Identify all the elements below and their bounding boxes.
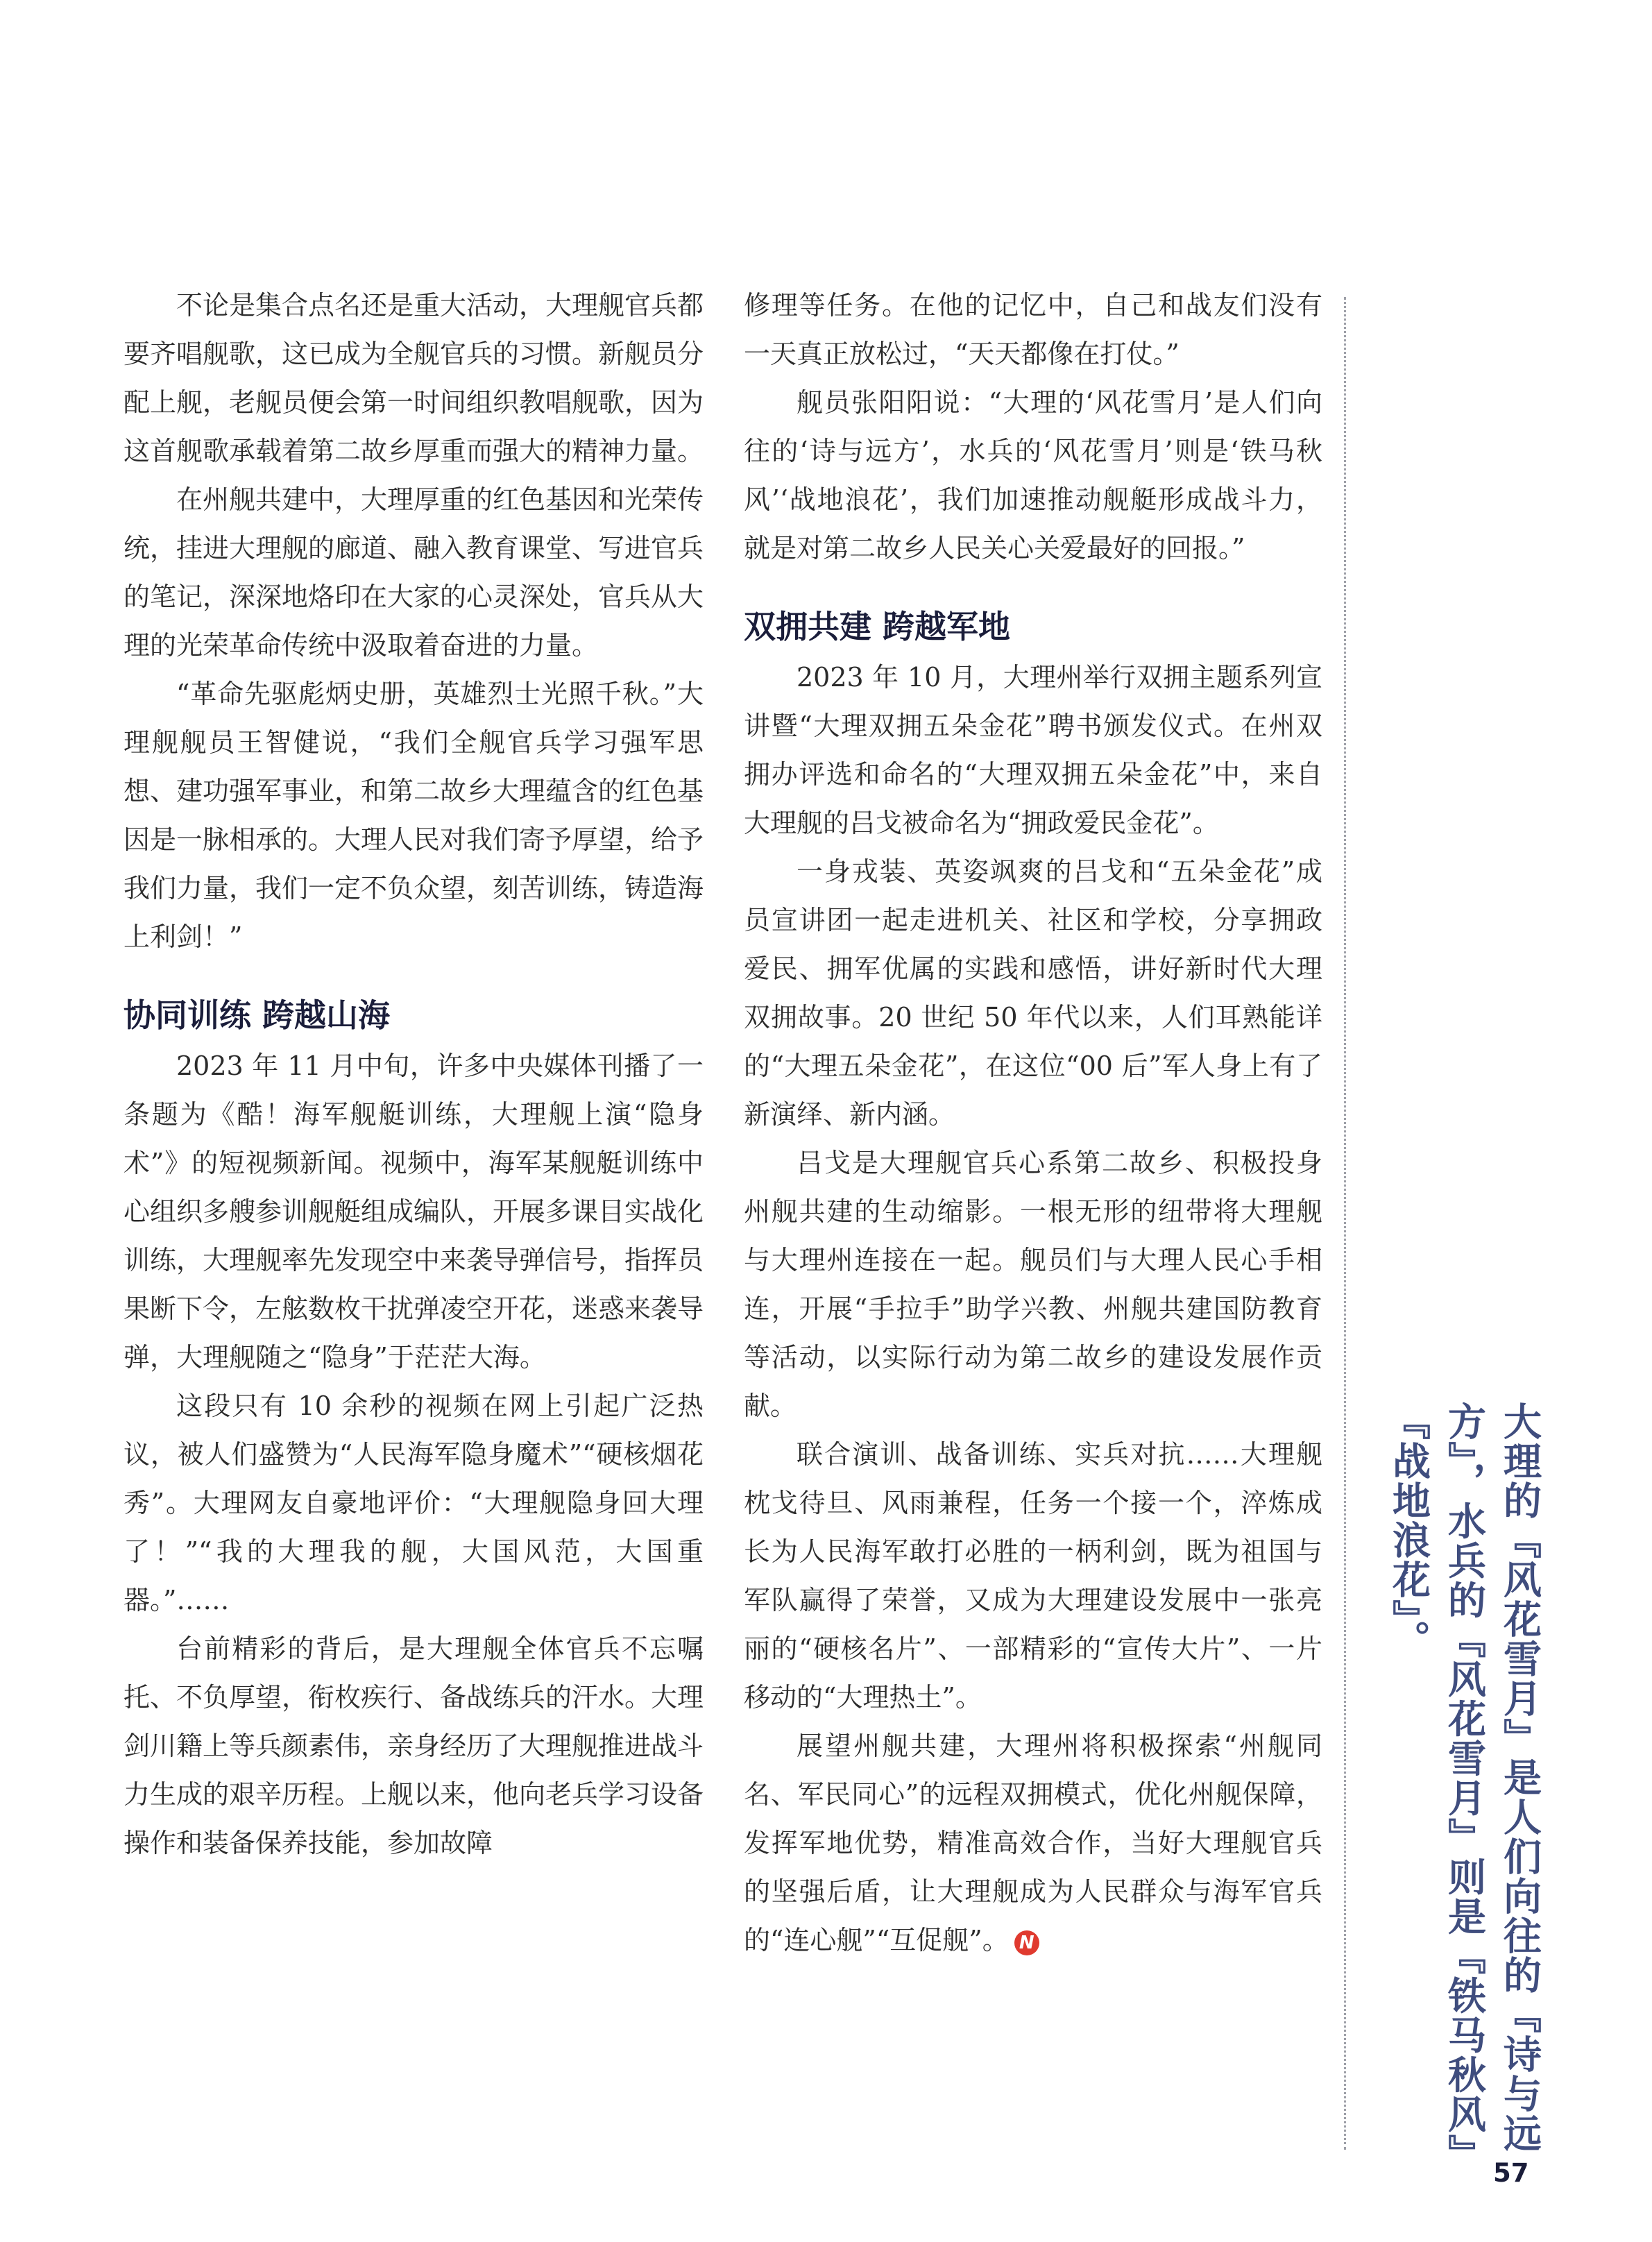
- end-mark-icon: N: [1014, 1930, 1039, 1955]
- left-text-column: [124, 281, 704, 1867]
- middle-text-column: [744, 281, 1322, 1964]
- paragraph: 在州舰共建中，大理厚重的红色基因和光荣传统，挂进大理舰的廊道、融入教育课堂、写进官兵的笔记，深深地烙印在大家的心灵深处，官兵从大理的光荣革命传统中汲取着奋进的力量。: [124, 484, 704, 661]
- paragraph: 联合演训、战备训练、实兵对抗……大理舰枕戈待旦、风雨兼程，任务一个接一个，淬炼成长为人民海军敢打必胜的一柄利剑，既为祖国与军队赢得了荣誉，又成为大理建设发展中一张亮丽的“硬核名片”、一部精彩的“宣传大片”、一片移动的“大理热土”。: [744, 1439, 1322, 1713]
- paragraph: 吕戈是大理舰官兵心系第二故乡、积极投身州舰共建的生动缩影。一根无形的纽带将大理舰与大理州连接在一起。舰员们与大理人民心手相连，开展“手拉手”助学兴教、州舰共建国防教育等活动，以实际行动为第二故乡的建设发展作贡献。: [744, 1148, 1322, 1421]
- paragraph: 一身戎装、英姿飒爽的吕戈和“五朵金花”成员宣讲团一起走进机关、社区和学校，分享拥政爱民、拥军优属的实践和感悟，讲好新时代大理双拥故事。20 世纪 50 年代以来，人们耳熟能详的“大理五朵金花”，在这位“00 后”军人身上有了新演绎、新内涵。: [744, 856, 1322, 1130]
- paragraph: “革命先驱彪炳史册，英雄烈士光照千秋。”大理舰舰员王智健说，“我们全舰官兵学习强军思想、建功强军事业，和第二故乡大理蕴含的红色基因是一脉相承的。大理人民对我们寄予厚望，给予我们力量，我们一定不负众望，刻苦训练，铸造海上利剑！”: [124, 679, 704, 952]
- paragraph: 不论是集合点名还是重大活动，大理舰官兵都要齐唱舰歌，这已成为全舰官兵的习惯。新舰员分配上舰，老舰员便会第一时间组织教唱舰歌，因为这首舰歌承载着第二故乡厚重而强大的精神力量。: [124, 290, 704, 466]
- dotted-column-divider: [1344, 297, 1346, 2150]
- paragraph: 这段只有 10 余秒的视频在网上引起广泛热议，被人们盛赞为“人民海军隐身魔术”“硬核烟花秀”。大理网友自豪地评价：“大理舰隐身回大理了！”“我的大理我的舰，大国风范，大国重器。”……: [124, 1391, 704, 1615]
- paragraph: 2023 年 11 月中旬，许多中央媒体刊播了一条题为《酷！海军舰艇训练，大理舰上演“隐身术”》的短视频新闻。视频中，海军某舰艇训练中心组织多艘参训舰艇组成编队，开展多课目实战化训练，大理舰率先发现空中来袭导弹信号，指挥员果断下令，左舷数枚干扰弹凌空开花，迷惑来袭导弹，大理舰随之“隐身”于茫茫大海。: [124, 1051, 704, 1373]
- section-heading: 协同训练 跨越山海: [124, 996, 391, 1034]
- paragraph-continuation: 修理等任务。在他的记忆中，自己和战友们没有一天真正放松过，“天天都像在打仗。”: [744, 290, 1322, 369]
- pull-quote: 大理的『风花雪月』是人们向往的『诗与远方』，水兵的『风花雪月』则是『铁马秋风』『战地浪花』。: [1386, 1402, 1542, 2155]
- section-heading: 双拥共建 跨越军地: [744, 608, 1011, 645]
- paragraph: 舰员张阳阳说：“大理的‘风花雪月’是人们向往的‘诗与远方’，水兵的‘风花雪月’则是‘铁马秋风’‘战地浪花’，我们加速推动舰艇形成战斗力，就是对第二故乡人民关心关爱最好的回报。”: [744, 387, 1322, 563]
- paragraph-text: 展望州舰共建，大理州将积极探索“州舰同名、军民同心”的远程双拥模式，优化州舰保障，发挥军地优势，精准高效合作，当好大理舰官兵的坚强后盾，让大理舰成为人民群众与海军官兵的“连心舰”“互促舰”。: [744, 1731, 1322, 1955]
- page-number: 57: [1493, 2158, 1529, 2188]
- paragraph: [744, 1722, 1322, 1964]
- paragraph: 台前精彩的背后，是大理舰全体官兵不忘嘱托、不负厚望，衔枚疾行、备战练兵的汗水。大理剑川籍上等兵颜素伟，亲身经历了大理舰推进战斗力生成的艰辛历程。上舰以来，他向老兵学习设备操作和装备保养技能，参加故障: [124, 1633, 704, 1858]
- paragraph: 2023 年 10 月，大理州举行双拥主题系列宣讲暨“大理双拥五朵金花”聘书颁发仪式。在州双拥办评选和命名的“大理双拥五朵金花”中，来自大理舰的吕戈被命名为“拥政爱民金花”。: [744, 662, 1322, 838]
